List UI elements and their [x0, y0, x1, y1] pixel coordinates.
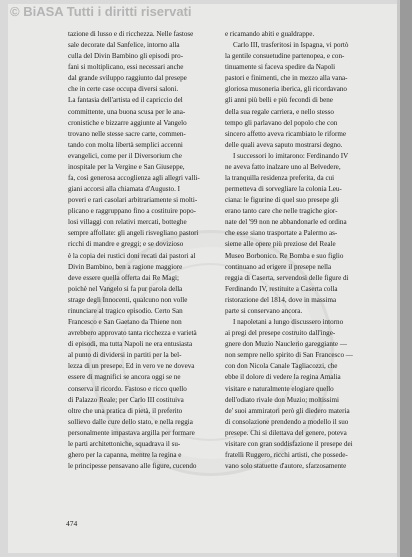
text-line: tempo gli parlavano del popolo che con: [225, 118, 338, 127]
text-line: poichè nel Vangelo si fa pur parola della: [68, 284, 183, 293]
text-line: e ricamando abiti e gualdrappe.: [225, 30, 315, 38]
text-line: nate del '99 non ne abbandonarle ed ordina: [225, 218, 347, 227]
text-line: sollievo dalle cure dello stato, e nella reggia: [68, 417, 193, 426]
book-spine-edge: [400, 0, 412, 557]
text-line: I napoletani a lungo discussero intorno: [233, 318, 344, 327]
text-line: sieme alle opere più preziose del Reale: [225, 240, 336, 249]
text-line: di Palazzo Reale; per Carlo III costituiva: [68, 395, 184, 404]
text-line: gli anni più belli e più fecondi di bene: [225, 96, 333, 105]
text-line: vano solo statuette d'autore, sfarzosamente: [225, 462, 347, 471]
text-line: evangelici, come per il Diversorium che: [68, 151, 182, 160]
text-line: fa, così generosa accoglienza agli allegri valli-: [68, 174, 200, 183]
text-line: deve essere quella offerta dai Re Magi;: [68, 273, 179, 282]
text-line: Ferdinando IV, restituite a Caserta colla: [225, 284, 338, 293]
text-line: erano tanto care che nelle tragiche gior-: [225, 207, 338, 216]
text-line: gloriosa musoneria iberica, gli ricordavano: [225, 85, 347, 94]
text-line: poveri e rari casolari arbitrariamente si molti-: [68, 196, 198, 205]
text-line: tazione di lusso e di ricchezza. Nelle fastose: [68, 30, 194, 38]
text-line: cronistiche e bizzarre aggiunte al Vangelo: [68, 118, 187, 127]
text-line: Museo Borbonico. Re Bomba e suo figlio: [225, 251, 344, 260]
text-line: delle quali aveva saputo mostrarsi degno.: [225, 140, 343, 149]
text-line: visitare con gran soddisfazione il presepe dei: [225, 439, 353, 448]
text-line: inospitale per la Vergine e San Giuseppe,: [68, 162, 185, 171]
right-text-column: [225, 29, 395, 472]
text-line: de' suoi ammiratori però gli diedero materia: [225, 406, 350, 415]
text-line: rinunciare al tragico episodio. Certo San: [68, 306, 183, 315]
text-line: gnere don Muzio Nauclerio gareggiante —: [225, 340, 347, 349]
text-line: della sua regale carriera, e nello stesso: [225, 107, 334, 116]
text-line: ne aveva fatto inalzare uno al Belvedere,: [225, 162, 341, 171]
text-line: che in certe case occupa diversi saloni.: [68, 85, 179, 94]
text-line: trovano nelle stesse sacre carte, commen-: [68, 129, 186, 138]
text-line: I successori lo imitarono: Ferdinando IV: [233, 151, 349, 160]
text-line: Carlo III, trasferitosi in Ispagna, vi portò: [233, 41, 349, 50]
text-line: ghero per la capanna, mentre la regina e: [68, 450, 182, 459]
text-line: parte si conservano ancora.: [225, 306, 303, 315]
text-line: oltre che una pratica di pietà, il preferito: [68, 406, 183, 415]
text-line: ristorazione del 1814, dove in massima: [225, 295, 337, 304]
text-line: con don Nicola Canale Tagliacozzi, che: [225, 362, 338, 371]
text-line: la tranquilla residenza preferita, da cui: [225, 174, 335, 183]
text-line: visitare e naturalmente elogiare quello: [225, 384, 334, 393]
left-text-column: [68, 29, 238, 472]
text-line: lezza di un presepe. Ed in vero ve ne doveva: [68, 362, 195, 371]
text-line: ai pregi del presepe costruito dall'inge-: [225, 329, 336, 338]
text-line: strage degli Innocenti, qualcuno non volle: [68, 295, 188, 304]
text-line: dell'odiato rivale don Muzio; moltissimi: [225, 395, 339, 404]
text-line: le principesse pensavano alle figure, cucendo: [68, 462, 197, 471]
text-line: la gentile consuetudine partenopea, e con-: [225, 52, 345, 61]
text-line: di episodi, ma tutta Napoli ne era entusiasta: [68, 340, 193, 349]
page-number: 474: [66, 519, 78, 528]
text-line: è la copia dei rustici doni recati dai pastori al: [68, 251, 196, 260]
text-line: personalmente impastava argilla per formare: [68, 428, 195, 437]
text-line: ebbe il dolore di vedere la regina Amalia: [225, 373, 341, 382]
text-line: al punto di dividersi in partiti per la bel-: [68, 351, 182, 360]
text-line: fratelli Ruggero, ricchi artisti, che possede-: [225, 450, 348, 459]
text-line: Divin Bambino, ben a ragione maggiore: [68, 262, 183, 271]
text-line: di consolazione prendendo a modello il suo: [225, 417, 349, 426]
text-line: culla del Divin Bambino gli episodi pro-: [68, 52, 184, 61]
text-line: plicano e raggruppano fino a costituire popo-: [68, 207, 197, 216]
text-line: fani si moltiplicano, essi necessari anche: [68, 63, 184, 72]
text-line: permetteva di sorvegliare la colonia Leu-: [225, 185, 342, 194]
text-line: continuano ad erigere il presepe nella: [225, 262, 332, 271]
text-line: le parti architettoniche, squadrava il su-: [68, 439, 181, 448]
text-line: che esse siano trasportate a Palermo as-: [225, 229, 338, 238]
text-line: Francesco e San Gaetano da Thiene non: [68, 318, 182, 327]
text-line: La fantasia dell'artista ed il capriccio del: [68, 96, 183, 105]
text-line: tando con molta libertà semplici accenni: [68, 140, 183, 149]
text-line: avrebbero approvato tanta ricchezza e varietà: [68, 329, 197, 338]
text-line: non sempre nello spirito di San Francesco —: [225, 351, 353, 360]
text-line: giani accorsi alla chiamata d'Augusto. I: [68, 185, 180, 194]
text-line: reggia di Caserta, servendosi delle figure di: [225, 273, 349, 282]
text-line: losi villaggi con relativi mercati, botteghe: [68, 218, 187, 227]
text-line: dal grande sviluppo raggiunto dal presepe: [68, 74, 187, 83]
text-line: sempre affollate: gli angeli risvegliano pastori: [68, 229, 199, 238]
text-line: sale decorate dal Sanfelice, intorno alla: [68, 41, 180, 50]
text-line: essere di magnifici se ancora oggi se ne: [68, 373, 181, 382]
text-line: conserva il ricordo. Fastoso e ricco quello: [68, 384, 187, 393]
text-line: pastori e finimenti, che in mezzo alla vana-: [225, 74, 348, 83]
text-line: presepe. Chi si dilettava del genere, poteva: [225, 428, 347, 437]
text-line: sincero affetto aveva ricambiato le riforme: [225, 129, 346, 138]
text-line: ricchi di mandre e greggi; e se dovizioso: [68, 240, 184, 249]
text-line: tinuamente si faceva spedire da Napoli: [225, 63, 336, 72]
text-line: committente, una buona scusa per le ana-: [68, 107, 186, 116]
copyright-watermark: © BiASA Tutti i diritti riservati: [10, 4, 192, 19]
text-line: ciana: le figurine di quel suo presepe gli: [225, 196, 339, 205]
